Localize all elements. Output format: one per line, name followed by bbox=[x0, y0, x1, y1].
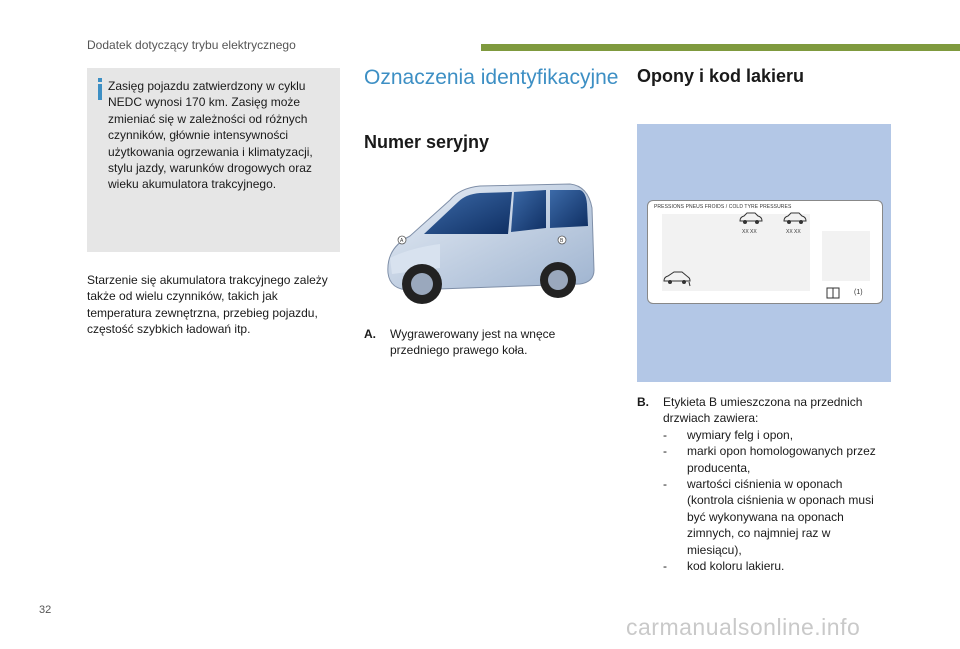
section-title: Oznaczenia identyfikacyjne bbox=[364, 66, 619, 89]
tyre-pressure-label bbox=[647, 200, 883, 304]
info-text: Zasięg pojazdu zatwierdzony w cyklu NEDC wynosi 170 km. Zasięg może zmieniać się w zależności od różnych czynników, głównie intensywności użytkowania ogrzewania i klimatyzacji, stylu jazdy, warunków drogowych oraz wieku akumulatora trakcyjnego. bbox=[108, 79, 313, 192]
list-item: - marki opon homologowanych przez producenta, bbox=[637, 443, 887, 476]
list-item: - wartości ciśnienia w oponach (kontrola ciśnienia w oponach musi być wykonywana na oponach zimnych, co najmniej raz w miesiącu), bbox=[637, 476, 887, 558]
car-front-icon bbox=[738, 211, 764, 225]
item-b-key: B. bbox=[637, 395, 649, 409]
header-title: Dodatek dotyczący trybu elektrycznego bbox=[87, 38, 296, 52]
tyre-label-panel bbox=[637, 124, 891, 382]
tyre-info-items bbox=[637, 427, 887, 575]
header-accent-bar bbox=[481, 44, 960, 51]
label-marker: (1) bbox=[854, 289, 863, 296]
car-side-icon bbox=[662, 269, 692, 287]
battery-aging-paragraph: Starzenie się akumulatora trakcyjnego zależy także od wielu czynników, takich jak temperatura zewnętrzna, przebieg pojazdu, częstość szybkich ładowań itp. bbox=[87, 273, 328, 337]
label-side-field bbox=[822, 231, 870, 281]
label-value-2: XX XX bbox=[786, 229, 801, 235]
item-b-intro: Etykieta B umieszczona na przednich drzwiach zawiera: bbox=[663, 395, 863, 426]
serial-number-title: Numer seryjny bbox=[364, 132, 490, 152]
page-number: 32 bbox=[39, 604, 52, 616]
car-loaded-icon bbox=[782, 211, 808, 225]
watermark: carmanualsonline.info bbox=[626, 614, 861, 640]
svg-text:B: B bbox=[560, 238, 564, 244]
info-icon bbox=[95, 78, 105, 100]
label-value-1: XX XX bbox=[742, 229, 757, 235]
manual-book-icon bbox=[826, 287, 840, 299]
tyres-title: Opony i kod lakieru bbox=[637, 66, 805, 86]
list-item: - kod koloru lakieru. bbox=[637, 558, 887, 574]
car-illustration-icon bbox=[380, 178, 600, 318]
tyre-info-list bbox=[637, 394, 887, 574]
list-item: - wymiary felg i opon, bbox=[637, 427, 887, 443]
info-box bbox=[87, 68, 340, 252]
item-a-key: A. bbox=[364, 327, 376, 341]
item-a-text: Wygrawerowany jest na wnęce przedniego prawego koła. bbox=[390, 327, 556, 358]
label-header: PRESSIONS PNEUS FROIDS / COLD TYRE PRESSURES bbox=[654, 204, 792, 210]
svg-text:A: A bbox=[400, 238, 404, 244]
